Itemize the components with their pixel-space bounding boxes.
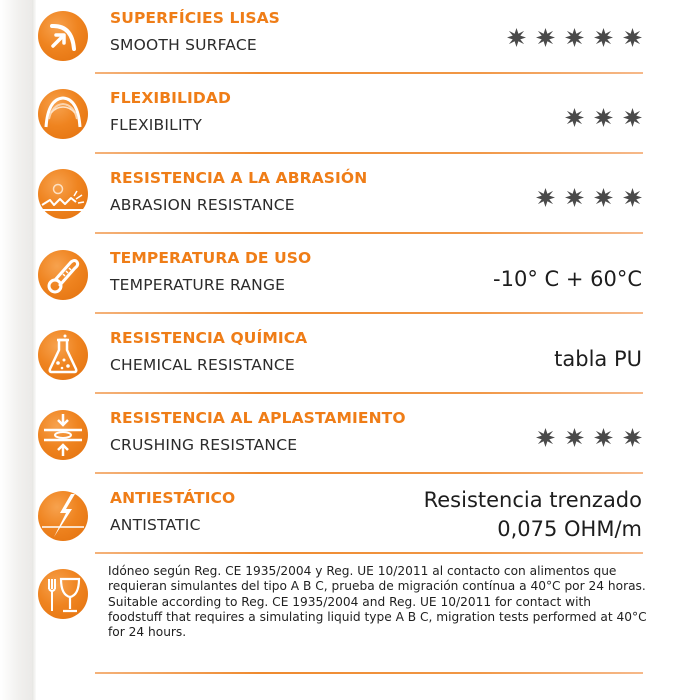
- food-contact-text: [108, 564, 648, 640]
- property-title-en: ABRASION RESISTANCE: [110, 196, 295, 214]
- star-icon: [536, 188, 555, 207]
- property-title-es: ANTIESTÁTICO: [110, 489, 236, 507]
- divider: [95, 552, 643, 554]
- property-row-antistatic: [0, 480, 700, 560]
- property-title-es: RESISTENCIA AL APLASTAMIENTO: [110, 409, 406, 427]
- star-icon: [623, 188, 642, 207]
- antistatic-value-line-2: 0,075 OHM/m: [497, 517, 642, 541]
- star-icon: [594, 188, 613, 207]
- star-icon: [623, 108, 642, 127]
- lightning-icon: [38, 491, 88, 541]
- thermometer-icon: [38, 250, 88, 300]
- property-row-crushing: [0, 400, 700, 480]
- divider: [95, 312, 643, 314]
- abrasion-icon: [38, 169, 88, 219]
- flexibility-icon: [38, 89, 88, 139]
- property-title-es: RESISTENCIA A LA ABRASIÓN: [110, 169, 368, 187]
- rating-4-stars: [536, 428, 642, 447]
- divider: [95, 152, 643, 154]
- star-icon: [594, 28, 613, 47]
- property-title-es: FLEXIBILIDAD: [110, 89, 231, 107]
- property-row-chemical: [0, 320, 700, 400]
- smooth-surface-icon: [38, 11, 88, 61]
- star-icon: [594, 108, 613, 127]
- rating-4-stars: [536, 188, 642, 207]
- rating-3-stars: [565, 108, 642, 127]
- property-title-en: ANTISTATIC: [110, 516, 201, 534]
- star-icon: [565, 428, 584, 447]
- food-contact-text-en: Suitable according to Reg. CE 1935/2004 and Reg. UE 10/2011 for contact with foodstuff that requires a simulating liquid type A B C, migration tests performed at 40°C for 24 hours.: [108, 594, 647, 640]
- star-icon: [565, 108, 584, 127]
- property-row-temperature: [0, 240, 700, 320]
- property-title-es: TEMPERATURA DE USO: [110, 249, 312, 267]
- food-contact-text-es: Idóneo según Reg. CE 1935/2004 y Reg. UE 10/2011 al contacto con alimentos que requieran simulantes del tipo A B C, prueba de migración contínua a 40°C por 24 horas.: [108, 564, 646, 594]
- property-title-es: RESISTENCIA QUÍMICA: [110, 329, 308, 347]
- star-icon: [565, 188, 584, 207]
- crushing-icon: [38, 410, 88, 460]
- star-icon: [565, 28, 584, 47]
- star-icon: [623, 28, 642, 47]
- property-row-smooth-surface: [0, 0, 700, 80]
- star-icon: [623, 428, 642, 447]
- star-icon: [594, 428, 613, 447]
- property-title-es: SUPERFÍCIES LISAS: [110, 9, 280, 27]
- divider: [95, 72, 643, 74]
- temperature-range-value: -10° C + 60°C: [493, 267, 642, 291]
- property-title-en: FLEXIBILITY: [110, 116, 203, 134]
- property-row-flexibility: [0, 80, 700, 160]
- rating-5-stars: [507, 28, 642, 47]
- divider: [95, 392, 643, 394]
- flask-icon: [38, 330, 88, 380]
- divider: [95, 672, 643, 674]
- antistatic-value: [424, 486, 642, 544]
- star-icon: [507, 28, 526, 47]
- property-title-en: TEMPERATURE RANGE: [110, 276, 286, 294]
- divider: [95, 472, 643, 474]
- chemical-resistance-value: tabla PU: [554, 347, 642, 371]
- property-title-en: CRUSHING RESISTANCE: [110, 436, 298, 454]
- divider: [95, 232, 643, 234]
- food-safe-icon: [38, 569, 88, 619]
- property-title-en: SMOOTH SURFACE: [110, 36, 257, 54]
- property-title-en: CHEMICAL RESISTANCE: [110, 356, 295, 374]
- antistatic-value-line-1: Resistencia trenzado: [423, 488, 642, 512]
- property-row-abrasion: [0, 160, 700, 240]
- star-icon: [536, 428, 555, 447]
- star-icon: [536, 28, 555, 47]
